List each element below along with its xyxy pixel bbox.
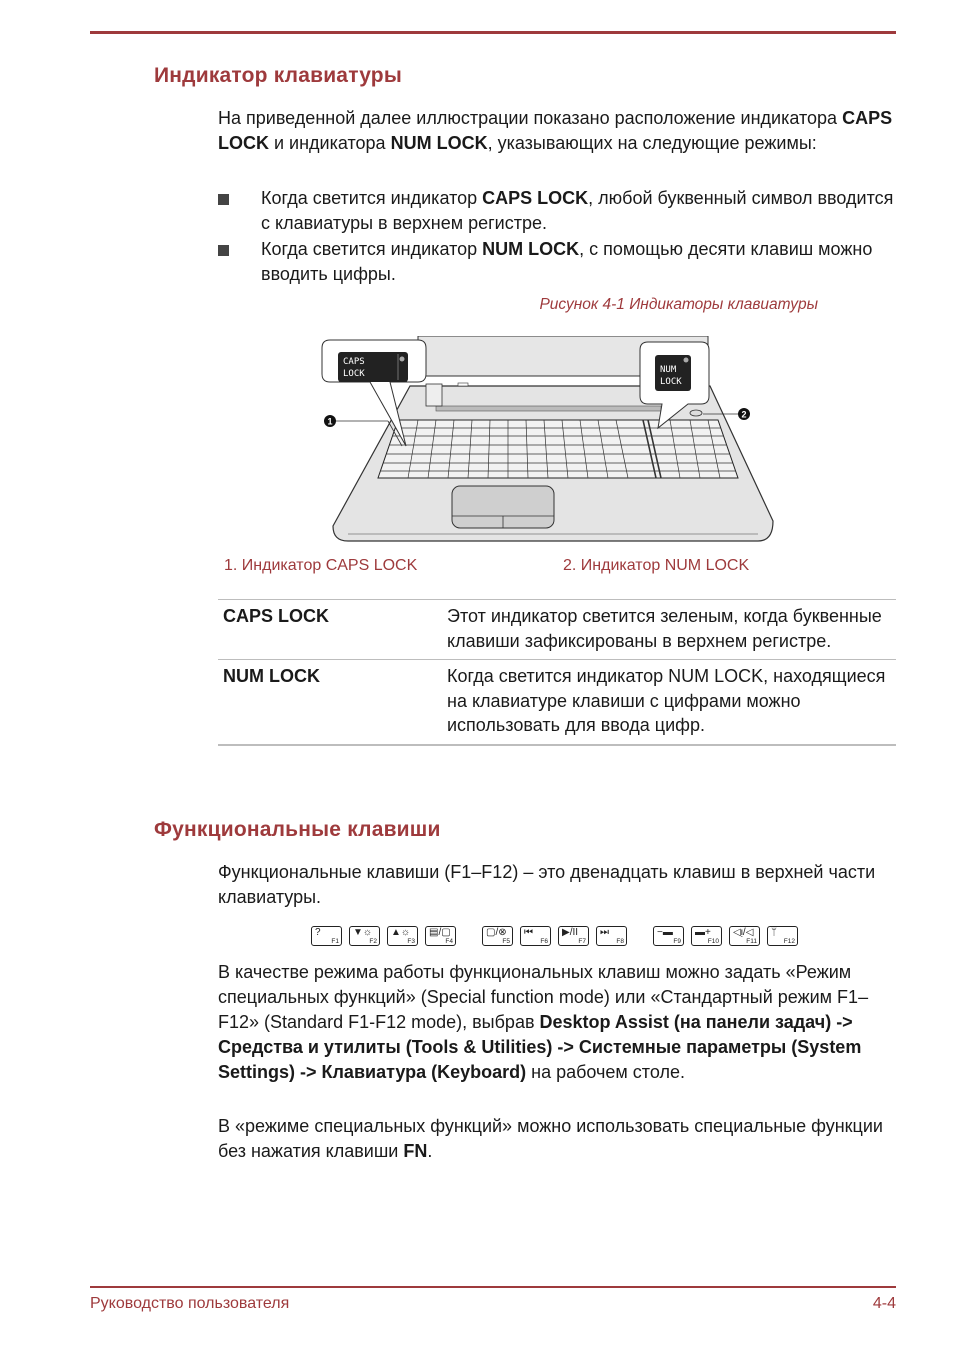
- bullet-item-caps: Когда светится индикатор CAPS LOCK, любой буквенный символ вводится с клавиатуры в верхнем регистре.: [218, 186, 898, 236]
- intro-paragraph: На приведенной далее иллюстрации показано расположение индикатора CAPS LOCK и индикатора NUM LOCK, указывающих на следующие режимы:: [218, 108, 893, 153]
- legend-caps-lock: 1. Индикатор CAPS LOCK: [224, 557, 418, 574]
- num-lock-callout-line1: NUM: [660, 365, 677, 375]
- caps-lock-callout-line1: CAPS: [343, 357, 365, 367]
- table-value-caps-lock: Этот индикатор светится зеленым, когда буквенные клавиши зафиксированы в верхнем регистре.: [442, 600, 896, 660]
- bullet-item-num: Когда светится индикатор NUM LOCK, с помощью десяти клавиш можно вводить цифры.: [218, 237, 898, 287]
- f11-key-icon: ◁ᴉ/◁ F11: [729, 926, 760, 946]
- bullet-square-icon: [218, 245, 229, 256]
- laptop-illustration: [318, 336, 788, 546]
- f5-key-icon: ▢/⊗ F5: [482, 926, 513, 946]
- section-heading-function-keys: Функциональные клавиши: [154, 818, 441, 841]
- section-heading-keyboard-indicator: Индикатор клавиатуры: [154, 64, 402, 87]
- indicator-table: [218, 599, 896, 746]
- f7-key-icon: ▶/II F7: [558, 926, 589, 946]
- table-row: [218, 600, 896, 660]
- f8-key-icon: ⏭ F8: [596, 926, 627, 946]
- f9-key-icon: −▬ F9: [653, 926, 684, 946]
- f6-key-icon: ⏮ F6: [520, 926, 551, 946]
- table-row: [218, 660, 896, 745]
- f12-key-icon: ᛘ F12: [767, 926, 798, 946]
- table-value-num-lock: Когда светится индикатор NUM LOCK, находящиеся на клавиатуре клавиши с цифрами можно использовать для ввода цифр.: [442, 660, 896, 745]
- indicator-bullet-list: [218, 186, 898, 288]
- footer-title: Руководство пользователя: [90, 1295, 290, 1312]
- marker-1: 1: [327, 416, 333, 427]
- function-keys-intro: Функциональные клавиши (F1–F12) – это двенадцать клавиш в верхней части клавиатуры.: [218, 862, 876, 907]
- f4-key-icon: ▤/▢ F4: [425, 926, 456, 946]
- table-key-num-lock: NUM LOCK: [218, 660, 442, 745]
- laptop-keyboard-figure: [318, 336, 788, 546]
- bullet-square-icon: [218, 194, 229, 205]
- f3-key-icon: ▲☼ F3: [387, 926, 418, 946]
- f1-key-icon: ? F1: [311, 926, 342, 946]
- footer-rule: [90, 1286, 896, 1288]
- legend-num-lock: 2. Индикатор NUM LOCK: [563, 557, 750, 574]
- figure-caption: Рисунок 4-1 Индикаторы клавиатуры: [539, 296, 818, 313]
- page-number: 4-4: [872, 1295, 896, 1312]
- header-rule: [90, 31, 896, 34]
- f2-key-icon: ▼☼ F2: [349, 926, 380, 946]
- caps-lock-callout-line2: LOCK: [343, 369, 365, 379]
- special-mode-paragraph: В «режиме специальных функций» можно использовать специальные функции без нажатия клавиши FN.: [218, 1116, 883, 1161]
- f10-key-icon: ▬+ F10: [691, 926, 722, 946]
- num-lock-callout-line2: LOCK: [660, 377, 682, 387]
- table-key-caps-lock: CAPS LOCK: [218, 600, 442, 660]
- function-mode-paragraph: В качестве режима работы функциональных клавиш можно задать «Режим специальных функций» (Special function mode) или «Стандартный режим F1–F12» (Standard F1-F12 mode), выбрав Desktop Assist (на панели задач) -> Средства и утилиты (Tools & Utilities) -> Системные параметры (System Settings) -> Клавиатура (Keyboard) на рабочем столе.: [218, 962, 869, 1082]
- marker-2: 2: [741, 409, 747, 420]
